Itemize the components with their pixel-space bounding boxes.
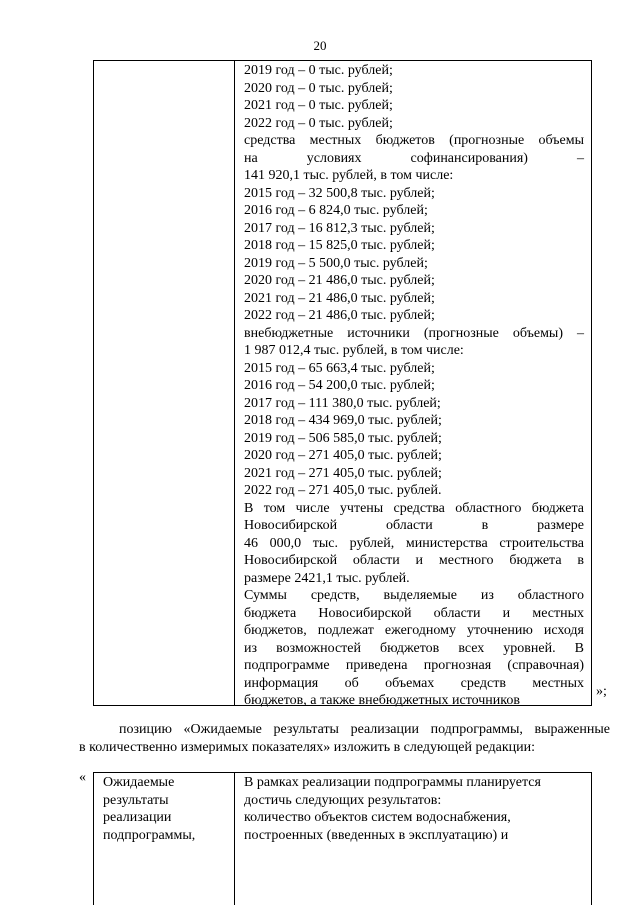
text-line: 2015 год – 65 663,4 тыс. рублей; xyxy=(244,360,435,376)
column-divider xyxy=(234,773,235,905)
text-line: бюджетов, а также внебюджетных источников xyxy=(244,693,520,708)
text-line: 2019 год – 0 тыс. рублей; xyxy=(244,63,393,78)
text-line: построенных (введенных в эксплуатацию) и xyxy=(244,827,509,843)
text-line: В том числе учтены средства областного бюджета xyxy=(244,500,584,516)
results-label-cell xyxy=(103,774,228,844)
text-line: 2020 год – 0 тыс. рублей; xyxy=(244,80,393,96)
text-line: 2022 год – 0 тыс. рублей; xyxy=(244,115,393,131)
instruction-paragraph-line-2: в количественно измеримых показателях» изложить в следующей редакции: xyxy=(79,740,536,755)
text-line: 2017 год – 111 380,0 тыс. рублей; xyxy=(244,395,441,411)
text-line: количество объектов систем водоснабжения, xyxy=(244,810,511,825)
text-line: информация об объемах средств местных xyxy=(244,675,584,691)
column-divider xyxy=(234,61,235,705)
text-line: 2015 год – 32 500,8 тыс. рублей; xyxy=(244,185,435,201)
text-line: подпрограммы, xyxy=(103,827,196,843)
text-line: 2019 год – 5 500,0 тыс. рублей; xyxy=(244,255,428,271)
text-line: 2016 год – 6 824,0 тыс. рублей; xyxy=(244,203,428,218)
financing-cell xyxy=(244,62,584,710)
results-table xyxy=(93,772,592,905)
text-line: бюджета Новосибирской области и местных xyxy=(244,605,584,621)
text-line: 2021 год – 271 405,0 тыс. рублей; xyxy=(244,465,442,481)
text-line: 2022 год – 271 405,0 тыс. рублей. xyxy=(244,483,442,498)
text-line: 2017 год – 16 812,3 тыс. рублей; xyxy=(244,220,435,236)
text-line: Ожидаемые xyxy=(103,775,175,790)
opening-quote-mark: « xyxy=(79,770,86,785)
text-line: В рамках реализации подпрограммы планируется xyxy=(244,775,541,790)
text-line: 141 920,1 тыс. рублей, в том числе: xyxy=(244,168,454,183)
text-line: подпрограмме приведена прогнозная (справочная) xyxy=(244,658,584,673)
text-line: из возможностей бюджетов всех уровней. В xyxy=(244,640,584,656)
instruction-paragraph-line-1: позицию «Ожидаемые результаты реализации подпрограммы, выраженные xyxy=(119,722,610,737)
text-line: результаты xyxy=(103,792,169,808)
text-line: 2018 год – 15 825,0 тыс. рублей; xyxy=(244,238,435,253)
results-value-cell xyxy=(244,774,584,844)
closing-quote-mark: »; xyxy=(596,684,607,699)
financing-table xyxy=(93,60,592,706)
text-line: 2016 год – 54 200,0 тыс. рублей; xyxy=(244,378,435,393)
text-line: размере 2421,1 тыс. рублей. xyxy=(244,570,410,586)
text-line: 2019 год – 506 585,0 тыс. рублей; xyxy=(244,430,442,446)
text-line: 2020 год – 21 486,0 тыс. рублей; xyxy=(244,273,435,288)
text-line: средства местных бюджетов (прогнозные объемы xyxy=(244,133,584,148)
text-line: Суммы средств, выделяемые из областного xyxy=(244,588,584,603)
text-line: Новосибирской области и местного бюджета в xyxy=(244,553,584,568)
text-line: 46 000,0 тыс. рублей, министерства строительства xyxy=(244,535,584,551)
text-line: реализации xyxy=(103,810,172,825)
text-line: 1 987 012,4 тыс. рублей, в том числе: xyxy=(244,343,464,358)
text-line: 2022 год – 21 486,0 тыс. рублей; xyxy=(244,308,435,323)
text-line: Новосибирской области в размере xyxy=(244,518,584,533)
page-number: 20 xyxy=(313,38,327,53)
text-line: 2018 год – 434 969,0 тыс. рублей; xyxy=(244,413,442,428)
text-line: 2020 год – 271 405,0 тыс. рублей; xyxy=(244,448,442,463)
text-line: бюджетов, подлежат ежегодному уточнению исходя xyxy=(244,623,584,638)
text-line: 2021 год – 21 486,0 тыс. рублей; xyxy=(244,290,435,306)
text-line: достичь следующих результатов: xyxy=(244,792,442,808)
text-line: 2021 год – 0 тыс. рублей; xyxy=(244,98,393,113)
text-line: на условиях софинансирования) – xyxy=(244,150,584,166)
text-line: внебюджетные источники (прогнозные объемы) – xyxy=(244,325,584,341)
